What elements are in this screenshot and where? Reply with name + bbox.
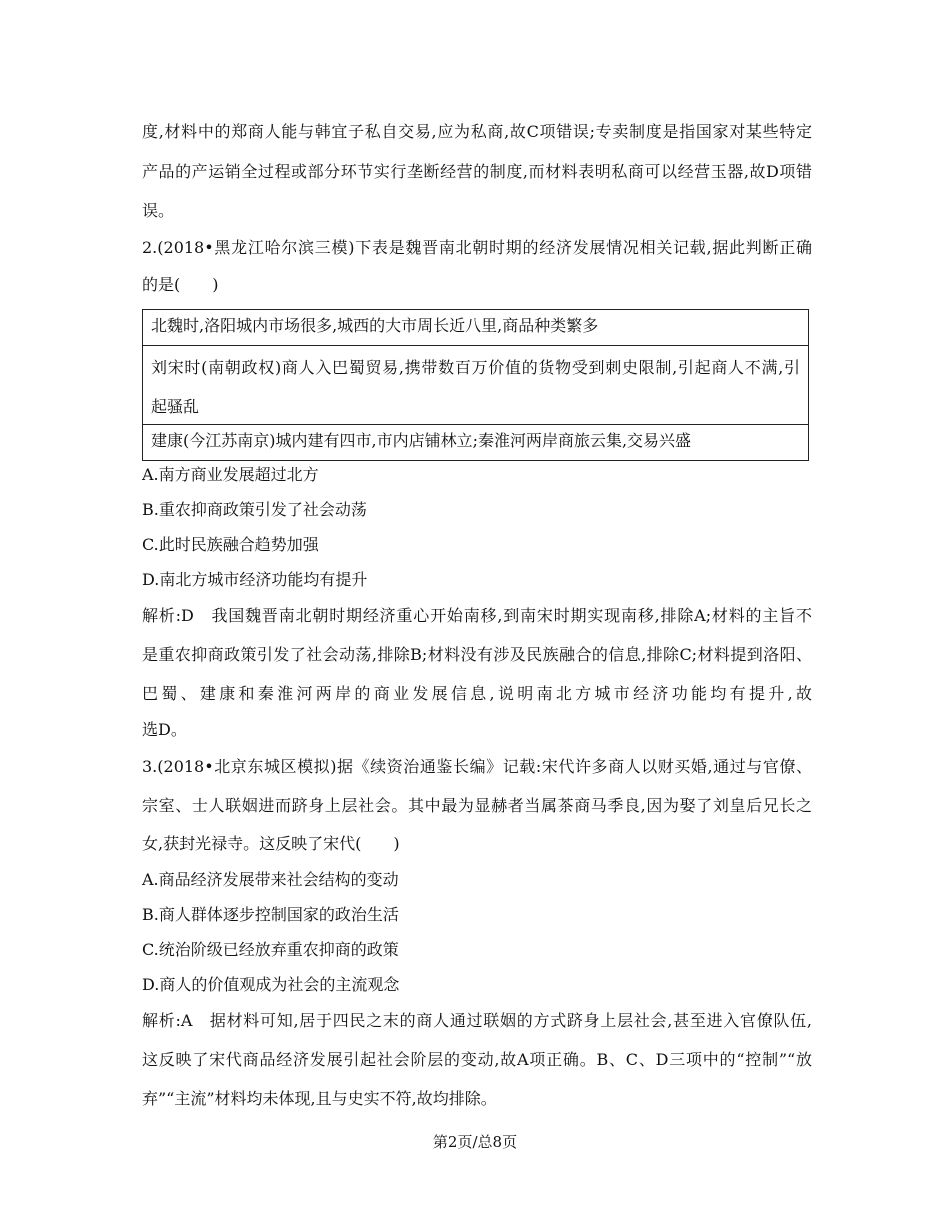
question-3-stem: 宗室、士人联姻进而跻身上层社会。其中最为显赫者当属茶商马季良,因为娶了刘皇后兄长之 (142, 796, 812, 815)
question-3-option-c: C.统治阶级已经放弃重农抑商的政策 (142, 940, 399, 959)
question-2-analysis: 巴蜀、建康和秦淮河两岸的商业发展信息,说明南北方城市经济功能均有提升,故 (142, 684, 812, 703)
question-2-stem: 的是( ) (142, 275, 219, 294)
question-3-option-b: B.商人群体逐步控制国家的政治生活 (142, 905, 399, 924)
table-cell-text: 北魏时,洛阳城内市场很多,城西的大市周长近八里,商品种类繁多 (151, 316, 599, 335)
question-2-stem: 2.(2018•黑龙江哈尔滨三模)下表是魏晋南北朝时期的经济发展情况相关记载,据此判断正确 (142, 238, 812, 257)
question-3-stem: 女,获封光禄寺。这反映了宋代( ) (142, 834, 400, 853)
question-3-stem: 3.(2018•北京东城区模拟)据《续资治通鉴长编》记载:宋代许多商人以财买婚,通过与官僚、 (142, 757, 812, 776)
table-row (143, 310, 808, 346)
question-2-option-c: C.此时民族融合趋势加强 (142, 535, 319, 554)
table-cell-text: 建康(今江苏南京)城内建有四市,市内店铺林立;秦淮河两岸商旅云集,交易兴盛 (151, 431, 692, 450)
question-3-analysis: 解析:A 据材料可知,居于四民之末的商人通过联姻的方式跻身上层社会,甚至进入官僚队伍, (142, 1011, 812, 1030)
table-cell-text: 刘宋时(南朝政权)商人入巴蜀贸易,携带数百万价值的货物受到刺史限制,引起商人不满,引 (151, 358, 800, 377)
intro-line: 度,材料中的郑商人能与韩宜子私自交易,应为私商,故C项错误;专卖制度是指国家对某些特定 (142, 122, 812, 141)
question-3-analysis: 弃”“主流”材料均未体现,且与史实不符,故均排除。 (142, 1089, 497, 1108)
question-3-option-d: D.商人的价值观成为社会的主流观念 (142, 975, 400, 994)
table-cell-text: 起骚乱 (151, 397, 200, 416)
table-row (143, 425, 808, 462)
question-2-option-d: D.南北方城市经济功能均有提升 (142, 570, 368, 589)
question-2-table (142, 309, 809, 461)
intro-line: 误。 (142, 201, 175, 220)
question-2-analysis: 解析:D 我国魏晋南北朝时期经济重心开始南移,到南宋时期实现南移,排除A;材料的主旨不 (142, 606, 812, 625)
page-number: 第2页/总8页 (432, 1133, 518, 1151)
question-3-option-a: A.商品经济发展带来社会结构的变动 (142, 870, 399, 889)
question-2-option-b: B.重农抑商政策引发了社会动荡 (142, 500, 367, 519)
question-2-analysis: 是重农抑商政策引发了社会动荡,排除B;材料没有涉及民族融合的信息,排除C;材料提到洛阳、 (142, 645, 812, 664)
question-2-option-a: A.南方商业发展超过北方 (142, 465, 319, 484)
question-3-analysis: 这反映了宋代商品经济发展引起社会阶层的变动,故A项正确。B、C、D三项中的“控制”“放 (142, 1050, 812, 1069)
intro-line: 产品的产运销全过程或部分环节实行垄断经营的制度,而材料表明私商可以经营玉器,故D项错 (142, 162, 812, 181)
table-row (143, 346, 808, 425)
question-2-analysis: 选D。 (142, 720, 187, 739)
